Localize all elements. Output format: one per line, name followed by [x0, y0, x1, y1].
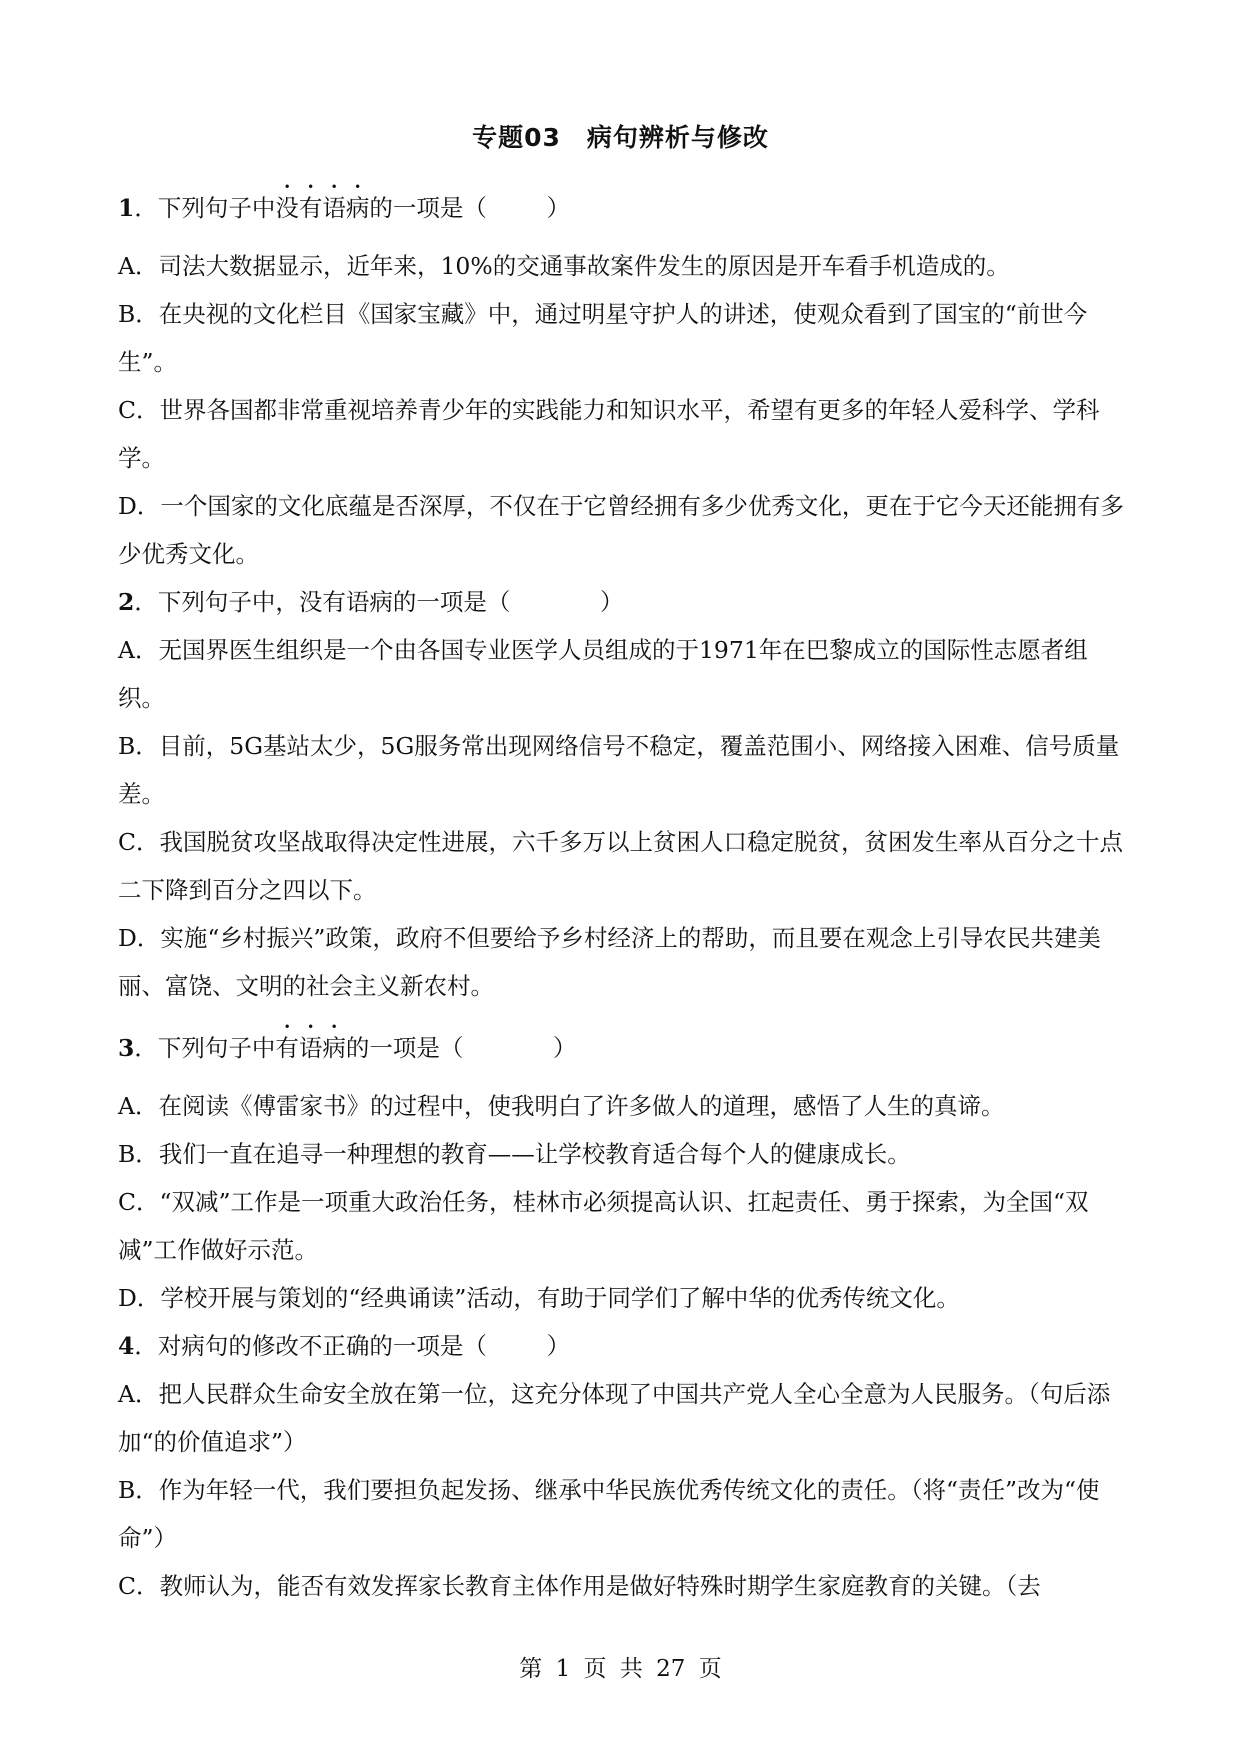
option-a: A．司法大数据显示，近年来，10%的交通事故案件发生的原因是开车看手机造成的。	[118, 252, 1010, 280]
option-a: A．无国界医生组织是一个由各国专业医学人员组成的于1971年在巴黎成立的国际性志愿者组织。	[118, 636, 1088, 712]
question-number: 3	[118, 1034, 135, 1062]
question-number: 1	[118, 194, 135, 222]
stem-text: ．下列句子中	[134, 1034, 276, 1062]
question-2	[118, 578, 1128, 1010]
option-b: B．目前，5G基站太少，5G服务常出现网络信号不稳定，覆盖范围小、网络接入困难、信号质量差。	[118, 732, 1120, 808]
emphasized-text: 有语病	[275, 1034, 346, 1062]
option-c: C．“双减”工作是一项重大政治任务，桂林市必须提高认识、扛起责任、勇于探索，为全国“双减”工作做好示范。	[118, 1188, 1089, 1264]
emphasized-text: 没有语病	[275, 194, 370, 222]
option-b: B．我们一直在追寻一种理想的教育——让学校教育适合每个人的健康成长。	[118, 1140, 911, 1168]
question-4	[118, 1322, 1128, 1610]
stem-text: ．下列句子中	[134, 194, 276, 222]
answer-paren: ）	[553, 1034, 577, 1062]
option-d: D．一个国家的文化底蕴是否深厚，不仅在于它曾经拥有多少优秀文化，更在于它今天还能拥有多少优秀文化。	[118, 492, 1124, 568]
question-1	[118, 170, 1128, 578]
stem-text: 的一项是（	[369, 194, 487, 222]
page-title: 专题03 病句辨析与修改	[472, 123, 769, 152]
question-stem	[118, 1010, 1128, 1082]
question-number: 4	[118, 1332, 135, 1360]
option-a: A．把人民群众生命安全放在第一位，这充分体现了中国共产党人全心全意为人民服务。（句后添加“的价值追求”）	[118, 1380, 1111, 1456]
stem-text: 的一项是（	[345, 1034, 464, 1062]
stem-text: ．下列句子中，没有语病的一项是（	[134, 588, 511, 616]
answer-paren: ）	[546, 1332, 571, 1360]
answer-paren: ）	[546, 194, 571, 222]
question-3	[118, 1010, 1128, 1322]
question-list	[118, 170, 1128, 1610]
option-d: D．学校开展与策划的“经典诵读”活动，有助于同学们了解中华的优秀传统文化。	[118, 1284, 960, 1312]
question-stem	[118, 170, 1128, 242]
stem-text: ．对病句的修改不正确的一项是（	[134, 1332, 487, 1360]
option-a: A．在阅读《傅雷家书》的过程中，使我明白了许多做人的道理，感悟了人生的真谛。	[118, 1092, 1005, 1120]
option-d: D．实施“乡村振兴”政策，政府不但要给予乡村经济上的帮助，而且要在观念上引导农民共建美丽、富饶、文明的社会主义新农村。	[118, 924, 1101, 1000]
option-b: B．在央视的文化栏目《国家宝藏》中，通过明星守护人的讲述，使观众看到了国宝的“前世今生”。	[118, 300, 1088, 376]
option-b: B．作为年轻一代，我们要担负起发扬、继承中华民族优秀传统文化的责任。（将“责任”改为“使命”）	[118, 1476, 1100, 1552]
question-number: 2	[118, 588, 135, 616]
question-stem	[118, 578, 1128, 626]
page-footer: 第 1 页 共 27 页	[519, 1656, 722, 1682]
option-c: C．世界各国都非常重视培养青少年的实践能力和知识水平，希望有更多的年轻人爱科学、学科学。	[118, 396, 1100, 472]
option-c: C．我国脱贫攻坚战取得决定性进展，六千多万以上贫困人口稳定脱贫，贫困发生率从百分之十点二下降到百分之四以下。	[118, 828, 1123, 904]
option-c: C．教师认为，能否有效发挥家长教育主体作用是做好特殊时期学生家庭教育的关键。（去	[118, 1572, 1041, 1600]
question-stem	[118, 1322, 1128, 1370]
answer-paren: ）	[600, 588, 624, 616]
